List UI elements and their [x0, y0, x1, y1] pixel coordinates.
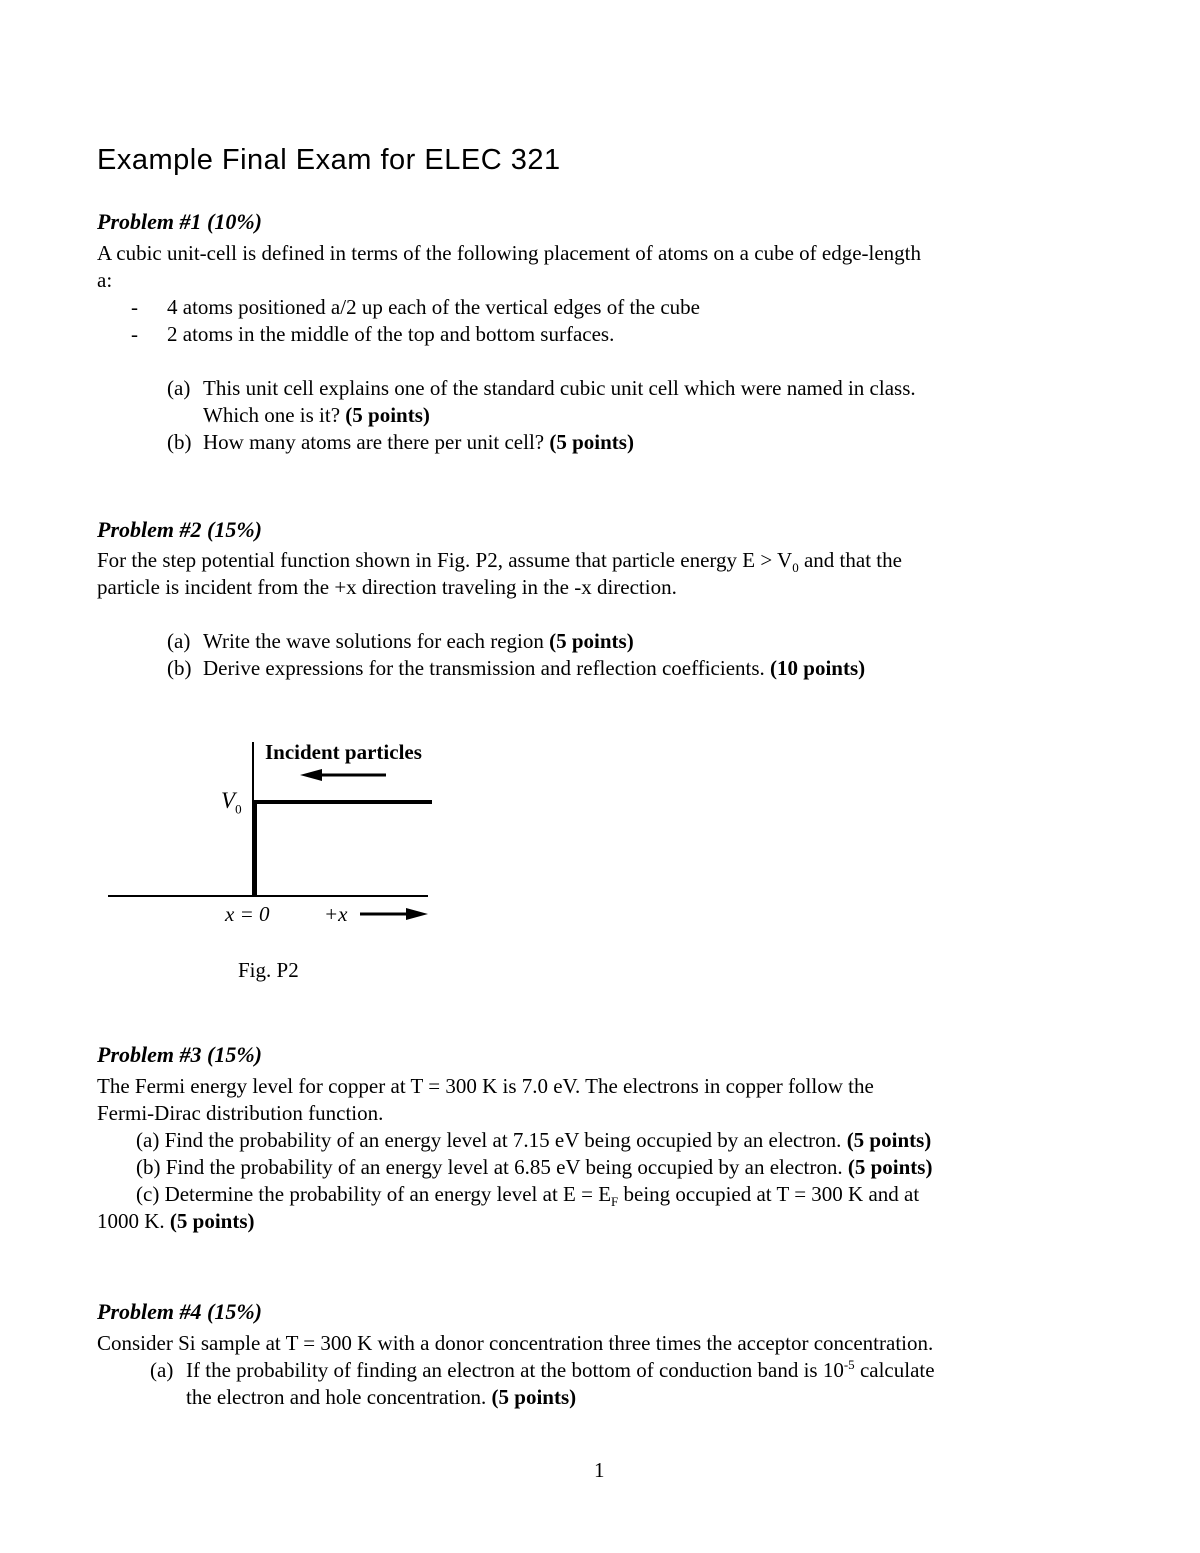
problem-3-intro-line2: Fermi-Dirac distribution function. — [97, 1101, 384, 1125]
part-label: (a) — [150, 1358, 174, 1382]
plus-x-label: +x — [324, 902, 348, 926]
problem-3c-text-line2 — [97, 1209, 255, 1234]
problem-2a-question: Write the wave solutions for each region — [203, 629, 544, 653]
problem-2-intro-text-end: and that the — [798, 548, 902, 572]
part-label: (a) — [167, 376, 191, 400]
bullet-marker: - — [131, 295, 138, 319]
points-label: (5 points) — [491, 1385, 577, 1409]
problem-2-intro-text: For the step potential function shown in Fig. P2, assume that particle energy E > V — [97, 548, 793, 572]
points-label: (5 points) — [847, 1155, 933, 1179]
problem-4a-text — [186, 1358, 935, 1383]
part-label: (b) — [167, 656, 192, 680]
points-label: (5 points) — [345, 403, 430, 427]
v0-label — [221, 788, 242, 817]
problem-4a-question: If the probability of finding an electron at the bottom of conduction band is 10 — [186, 1358, 844, 1382]
points-label: (5 points) — [549, 629, 634, 653]
problem-3b-question: Find the probability of an energy level at 6.85 eV being occupied by an electron. — [165, 1155, 843, 1179]
problem-3c-question: Determine the probability of an energy level at E = E — [164, 1182, 612, 1206]
subscript: F — [611, 1194, 619, 1210]
problem-2-intro-line2: particle is incident from the +x direction traveling in the -x direction. — [97, 575, 677, 599]
incident-particles-label: Incident particles — [265, 740, 422, 764]
figure-caption: Fig. P2 — [238, 958, 299, 982]
problem-3c-text — [136, 1182, 920, 1210]
part-label: (b) — [167, 430, 192, 454]
problem-3-heading: Problem #3 (15%) — [97, 1042, 262, 1067]
problem-3a-question: Find the probability of an energy level at 7.15 eV being occupied by an electron. — [164, 1128, 842, 1152]
incident-arrow-head — [300, 769, 322, 781]
problem-4a-text-line2 — [186, 1385, 576, 1410]
part-label: (c) — [136, 1182, 160, 1206]
points-label: (10 points) — [770, 656, 866, 680]
superscript: -5 — [843, 1357, 855, 1372]
x-zero-label: x = 0 — [225, 902, 270, 926]
problem-3c-question-end: being occupied at T = 300 K and at — [618, 1182, 920, 1206]
problem-2b-question: Derive expressions for the transmission and reflection coefficients. — [203, 656, 765, 680]
problem-1-heading: Problem #1 (10%) — [97, 209, 262, 234]
problem-4-intro-line1: Consider Si sample at T = 300 K with a donor concentration three times the acceptor concentration. — [97, 1331, 934, 1355]
problem-3a-text — [136, 1128, 931, 1153]
subscript: 0 — [792, 560, 799, 576]
problem-1-intro-line1: A cubic unit-cell is defined in terms of the following placement of atoms on a cube of edge-length — [97, 241, 922, 265]
problem-4a-question-line2: the electron and hole concentration. — [186, 1385, 487, 1409]
problem-1-bullet-2: 2 atoms in the middle of the top and bottom surfaces. — [167, 322, 615, 346]
part-label: (a) — [136, 1128, 160, 1152]
problem-1b-question: How many atoms are there per unit cell? — [203, 430, 545, 454]
problem-4a-question-end: calculate — [854, 1358, 935, 1382]
problem-3b-text — [136, 1155, 932, 1180]
points-label: (5 points) — [169, 1209, 255, 1233]
points-label: (5 points) — [549, 430, 634, 454]
plus-x-arrow-head — [406, 908, 428, 920]
v-subscript: 0 — [235, 801, 242, 817]
problem-1-bullet-1: 4 atoms positioned a/2 up each of the vertical edges of the cube — [167, 295, 700, 319]
problem-1a-text: This unit cell explains one of the standard cubic unit cell which were named in class. — [203, 376, 916, 400]
problem-1a-question: Which one is it? — [203, 403, 341, 427]
part-label: (b) — [136, 1155, 161, 1179]
problem-2-heading: Problem #2 (15%) — [97, 517, 262, 542]
page-number: 1 — [594, 1458, 605, 1482]
problem-4-heading: Problem #4 (15%) — [97, 1299, 262, 1324]
v-symbol: V — [221, 788, 236, 813]
problem-3-intro-line1: The Fermi energy level for copper at T = 300 K is 7.0 eV. The electrons in copper follow the — [97, 1074, 874, 1098]
problem-1-intro-line2: a: — [97, 268, 113, 292]
bullet-marker: - — [131, 322, 138, 346]
points-label: (5 points) — [846, 1128, 932, 1152]
page-title: Example Final Exam for ELEC 321 — [97, 144, 561, 176]
problem-3c-question-line2: 1000 K. — [97, 1209, 165, 1233]
part-label: (a) — [167, 629, 191, 653]
